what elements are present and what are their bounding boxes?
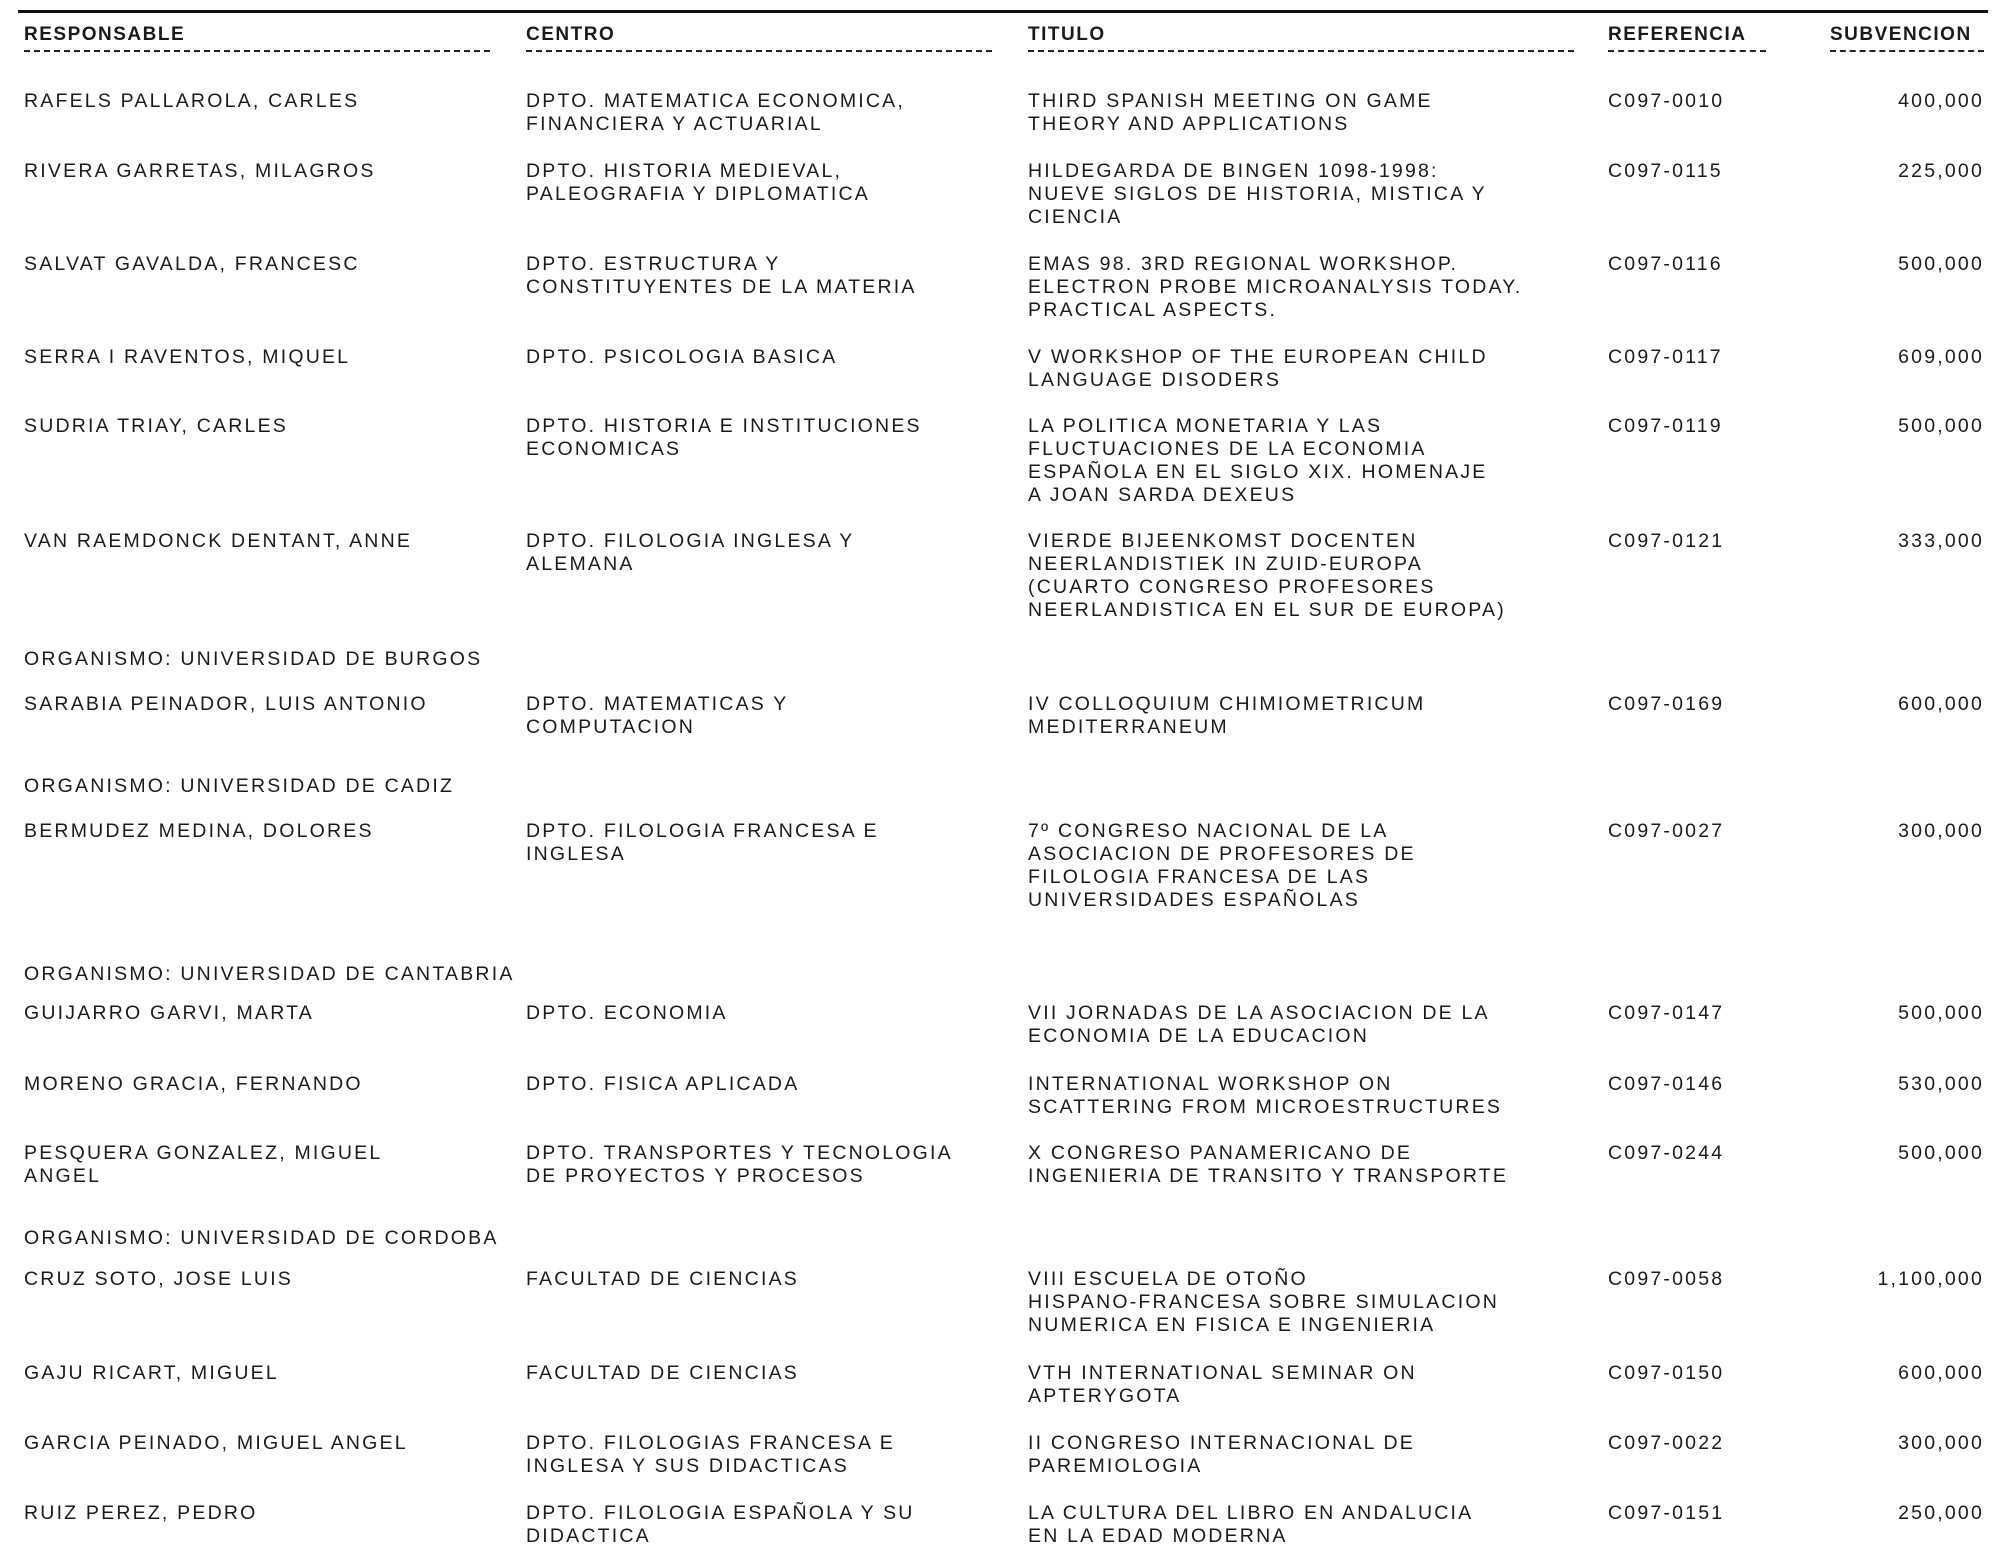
responsable-cell: PESQUERA GONZALEZ, MIGUEL (24, 1142, 383, 1164)
titulo-cell: LANGUAGE DISODERS (1028, 369, 1282, 391)
referencia-cell: C097-0151 (1608, 1502, 1725, 1524)
titulo-cell: NEERLANDISTIEK IN ZUID-EUROPA (1028, 553, 1423, 575)
organismo-heading: ORGANISMO: UNIVERSIDAD DE CORDOBA (24, 1227, 499, 1249)
referencia-cell: C097-0022 (1608, 1432, 1725, 1454)
titulo-cell: VTH INTERNATIONAL SEMINAR ON (1028, 1362, 1417, 1384)
centro-cell: DPTO. FILOLOGIA FRANCESA E (526, 820, 879, 842)
centro-cell: ECONOMICAS (526, 438, 682, 460)
referencia-cell: C097-0121 (1608, 530, 1725, 552)
centro-cell: COMPUTACION (526, 716, 696, 738)
centro-cell: DPTO. MATEMATICA ECONOMICA, (526, 90, 906, 112)
titulo-cell: ESPAÑOLA EN EL SIGLO XIX. HOMENAJE (1028, 461, 1488, 483)
titulo-cell: INGENIERIA DE TRANSITO Y TRANSPORTE (1028, 1165, 1509, 1187)
subvencion-cell: 500,000 (1898, 253, 1984, 275)
subvencion-cell: 500,000 (1898, 415, 1984, 437)
responsable-cell: RIVERA GARRETAS, MILAGROS (24, 160, 376, 182)
centro-cell: DPTO. FILOLOGIA INGLESA Y (526, 530, 855, 552)
titulo-cell: HILDEGARDA DE BINGEN 1098-1998: (1028, 160, 1439, 182)
centro-cell: DPTO. ECONOMIA (526, 1002, 728, 1024)
responsable-cell: GUIJARRO GARVI, MARTA (24, 1002, 314, 1024)
centro-cell: FACULTAD DE CIENCIAS (526, 1268, 799, 1290)
subvencion-cell: 600,000 (1898, 693, 1984, 715)
titulo-cell: X CONGRESO PANAMERICANO DE (1028, 1142, 1413, 1164)
centro-cell: DPTO. FILOLOGIAS FRANCESA E (526, 1432, 895, 1454)
header-titulo: TITULO (1028, 24, 1106, 45)
titulo-cell: ASOCIACION DE PROFESORES DE (1028, 843, 1416, 865)
centro-cell: DPTO. TRANSPORTES Y TECNOLOGIA (526, 1142, 953, 1164)
header-subvencion: SUBVENCION (1830, 24, 1972, 45)
titulo-cell: NUEVE SIGLOS DE HISTORIA, MISTICA Y (1028, 183, 1487, 205)
subvencion-cell: 500,000 (1898, 1002, 1984, 1024)
referencia-cell: C097-0150 (1608, 1362, 1725, 1384)
referencia-cell: C097-0115 (1608, 160, 1723, 182)
titulo-cell: V WORKSHOP OF THE EUROPEAN CHILD (1028, 346, 1488, 368)
responsable-cell: RUIZ PEREZ, PEDRO (24, 1502, 258, 1524)
titulo-cell: NUMERICA EN FISICA E INGENIERIA (1028, 1314, 1436, 1336)
titulo-cell: VIERDE BIJEENKOMST DOCENTEN (1028, 530, 1418, 552)
centro-cell: DPTO. MATEMATICAS Y (526, 693, 789, 715)
centro-cell: DPTO. FILOLOGIA ESPAÑOLA Y SU (526, 1502, 915, 1524)
centro-cell: DPTO. FISICA APLICADA (526, 1073, 800, 1095)
responsable-cell: CRUZ SOTO, JOSE LUIS (24, 1268, 294, 1290)
centro-cell: DPTO. ESTRUCTURA Y (526, 253, 781, 275)
subvencion-cell: 400,000 (1898, 90, 1984, 112)
responsable-cell: MORENO GRACIA, FERNANDO (24, 1073, 363, 1095)
titulo-cell: CIENCIA (1028, 206, 1123, 228)
responsable-cell: GAJU RICART, MIGUEL (24, 1362, 279, 1384)
centro-cell: DPTO. PSICOLOGIA BASICA (526, 346, 838, 368)
responsable-cell: ANGEL (24, 1165, 102, 1187)
titulo-cell: EMAS 98. 3RD REGIONAL WORKSHOP. (1028, 253, 1459, 275)
subvencion-cell: 609,000 (1898, 346, 1984, 368)
titulo-cell: ECONOMIA DE LA EDUCACION (1028, 1025, 1370, 1047)
referencia-cell: C097-0169 (1608, 693, 1725, 715)
centro-cell: DPTO. HISTORIA MEDIEVAL, (526, 160, 843, 182)
centro-cell: DIDACTICA (526, 1525, 651, 1547)
subvencion-cell: 333,000 (1898, 530, 1984, 552)
referencia-cell: C097-0116 (1608, 253, 1723, 275)
titulo-cell: VIII ESCUELA DE OTOÑO (1028, 1268, 1308, 1290)
titulo-cell: A JOAN SARDA DEXEUS (1028, 484, 1297, 506)
titulo-cell: PRACTICAL ASPECTS. (1028, 299, 1278, 321)
responsable-cell: SARABIA PEINADOR, LUIS ANTONIO (24, 693, 428, 715)
responsable-cell: SERRA I RAVENTOS, MIQUEL (24, 346, 351, 368)
responsable-cell: GARCIA PEINADO, MIGUEL ANGEL (24, 1432, 408, 1454)
centro-cell: CONSTITUYENTES DE LA MATERIA (526, 276, 917, 298)
referencia-cell: C097-0146 (1608, 1073, 1725, 1095)
titulo-cell: II CONGRESO INTERNACIONAL DE (1028, 1432, 1416, 1454)
titulo-cell: 7º CONGRESO NACIONAL DE LA (1028, 820, 1389, 842)
referencia-cell: C097-0244 (1608, 1142, 1725, 1164)
titulo-cell: THEORY AND APPLICATIONS (1028, 113, 1350, 135)
centro-cell: FINANCIERA Y ACTUARIAL (526, 113, 823, 135)
subvencion-cell: 530,000 (1898, 1073, 1984, 1095)
subvencion-cell: 225,000 (1898, 160, 1984, 182)
organismo-heading: ORGANISMO: UNIVERSIDAD DE BURGOS (24, 648, 483, 670)
subvencion-cell: 250,000 (1898, 1502, 1984, 1524)
subvencion-cell: 1,100,000 (1877, 1268, 1984, 1290)
header-responsable: RESPONSABLE (24, 24, 186, 45)
centro-cell: FACULTAD DE CIENCIAS (526, 1362, 799, 1384)
titulo-cell: LA CULTURA DEL LIBRO EN ANDALUCIA (1028, 1502, 1474, 1524)
titulo-cell: ELECTRON PROBE MICROANALYSIS TODAY. (1028, 276, 1523, 298)
titulo-cell: FLUCTUACIONES DE LA ECONOMIA (1028, 438, 1427, 460)
titulo-cell: INTERNATIONAL WORKSHOP ON (1028, 1073, 1393, 1095)
subvencion-cell: 300,000 (1898, 820, 1984, 842)
referencia-cell: C097-0119 (1608, 415, 1723, 437)
titulo-cell: HISPANO-FRANCESA SOBRE SIMULACION (1028, 1291, 1499, 1313)
titulo-cell: SCATTERING FROM MICROESTRUCTURES (1028, 1096, 1503, 1118)
titulo-cell: APTERYGOTA (1028, 1385, 1182, 1407)
responsable-cell: SUDRIA TRIAY, CARLES (24, 415, 288, 437)
referencia-cell: C097-0010 (1608, 90, 1725, 112)
organismo-heading: ORGANISMO: UNIVERSIDAD DE CANTABRIA (24, 963, 515, 985)
responsable-cell: RAFELS PALLAROLA, CARLES (24, 90, 360, 112)
centro-cell: DE PROYECTOS Y PROCESOS (526, 1165, 865, 1187)
titulo-cell: MEDITERRANEUM (1028, 716, 1229, 738)
subvencion-cell: 300,000 (1898, 1432, 1984, 1454)
subvencion-cell: 600,000 (1898, 1362, 1984, 1384)
centro-cell: INGLESA (526, 843, 626, 865)
titulo-cell: (CUARTO CONGRESO PROFESORES (1028, 576, 1436, 598)
centro-cell: INGLESA Y SUS DIDACTICAS (526, 1455, 850, 1477)
referencia-cell: C097-0147 (1608, 1002, 1725, 1024)
titulo-cell: PAREMIOLOGIA (1028, 1455, 1203, 1477)
referencia-cell: C097-0027 (1608, 820, 1725, 842)
centro-cell: DPTO. HISTORIA E INSTITUCIONES (526, 415, 922, 437)
titulo-cell: NEERLANDISTICA EN EL SUR DE EUROPA) (1028, 599, 1506, 621)
responsable-cell: SALVAT GAVALDA, FRANCESC (24, 253, 360, 275)
titulo-cell: FILOLOGIA FRANCESA DE LAS (1028, 866, 1371, 888)
referencia-cell: C097-0117 (1608, 346, 1723, 368)
centro-cell: ALEMANA (526, 553, 635, 575)
subvencion-cell: 500,000 (1898, 1142, 1984, 1164)
responsable-cell: BERMUDEZ MEDINA, DOLORES (24, 820, 374, 842)
header-referencia: REFERENCIA (1608, 24, 1747, 45)
organismo-heading: ORGANISMO: UNIVERSIDAD DE CADIZ (24, 775, 455, 797)
titulo-cell: EN LA EDAD MODERNA (1028, 1525, 1288, 1547)
centro-cell: PALEOGRAFIA Y DIPLOMATICA (526, 183, 870, 205)
titulo-cell: VII JORNADAS DE LA ASOCIACION DE LA (1028, 1002, 1490, 1024)
titulo-cell: IV COLLOQUIUM CHIMIOMETRICUM (1028, 693, 1426, 715)
header-centro: CENTRO (526, 24, 616, 45)
titulo-cell: UNIVERSIDADES ESPAÑOLAS (1028, 889, 1360, 911)
referencia-cell: C097-0058 (1608, 1268, 1725, 1290)
titulo-cell: LA POLITICA MONETARIA Y LAS (1028, 415, 1383, 437)
responsable-cell: VAN RAEMDONCK DENTANT, ANNE (24, 530, 413, 552)
titulo-cell: THIRD SPANISH MEETING ON GAME (1028, 90, 1433, 112)
